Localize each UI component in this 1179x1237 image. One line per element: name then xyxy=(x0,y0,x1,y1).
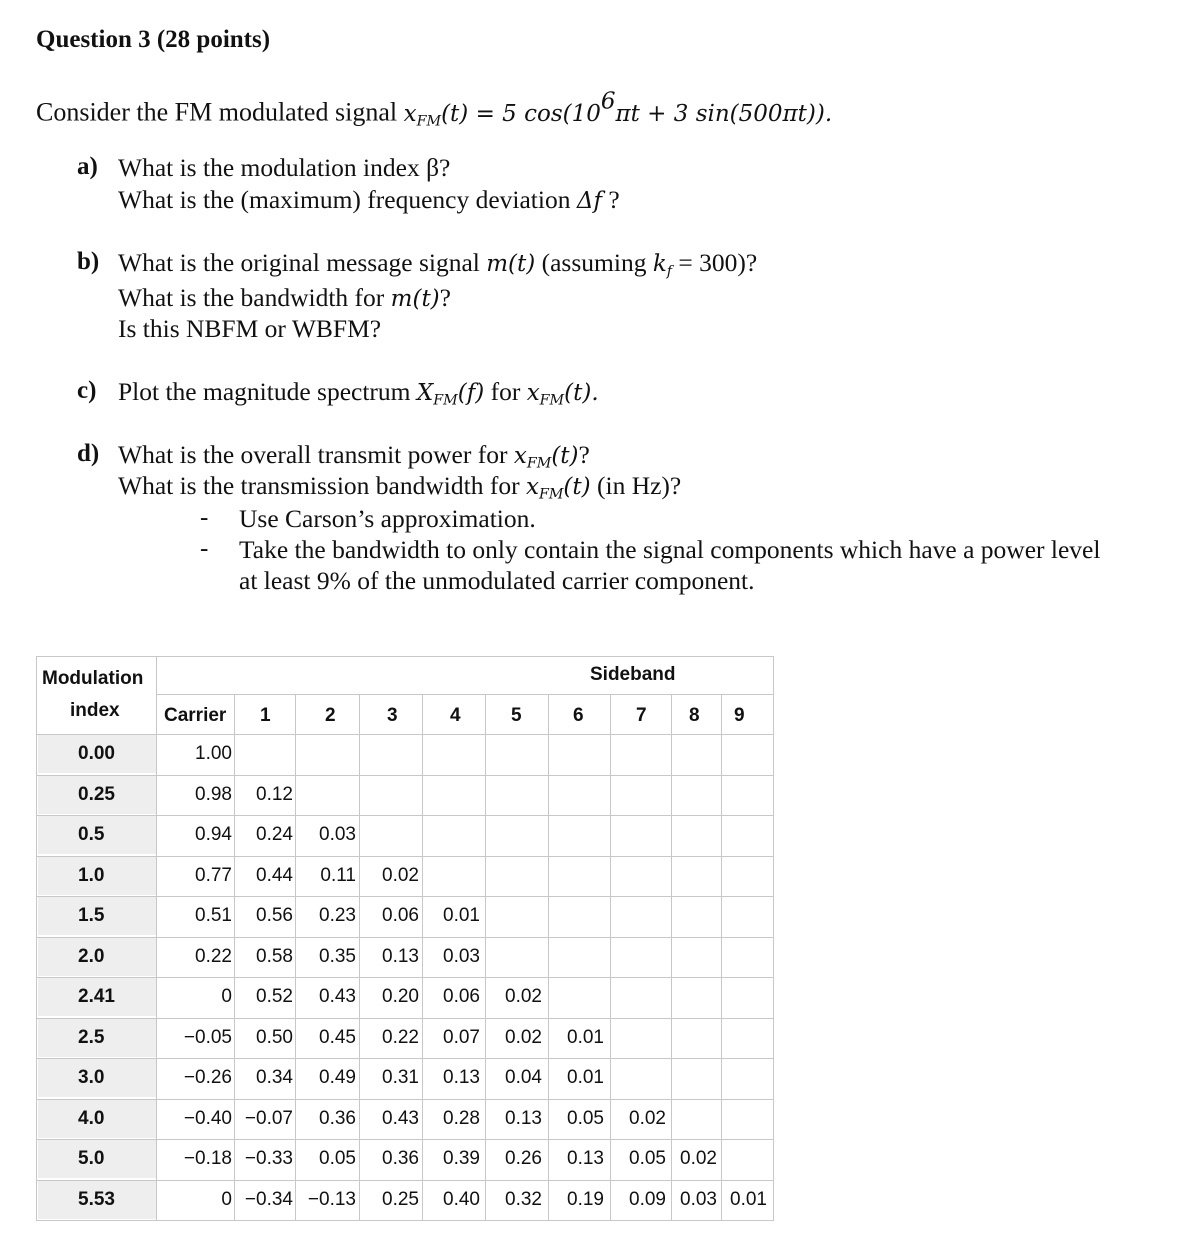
column-header: 9 xyxy=(734,705,745,726)
table-cell: 0.22 xyxy=(382,1026,419,1048)
part-d-line-2: What is the transmission bandwidth for $x_{FM}(t)$ (in Hz)? xyxy=(118,471,682,503)
part-b-label: b) xyxy=(77,248,100,275)
modulation-index-cell: 5.0 xyxy=(78,1148,105,1169)
table-cell: −0.26 xyxy=(183,1067,232,1088)
bullet-dash-2: - xyxy=(200,535,209,562)
grid-line xyxy=(610,694,611,1220)
table-cell: 0.02 xyxy=(382,864,419,886)
table-cell: 0.13 xyxy=(443,1067,480,1088)
table-cell: 0.23 xyxy=(319,905,356,926)
header-modulation: Modulation xyxy=(42,668,144,689)
column-header: 7 xyxy=(636,705,647,726)
column-header: Carrier xyxy=(164,705,227,726)
part-a-label: a) xyxy=(77,153,98,180)
table-cell: 0.13 xyxy=(382,945,419,967)
table-cell: −0.18 xyxy=(183,1148,232,1169)
part-d-bullet-2a: Take the bandwidth to only contain the signal components which have a power level xyxy=(239,535,1101,564)
table-cell: 0.13 xyxy=(505,1107,542,1129)
modulation-index-cell: 3.0 xyxy=(78,1067,105,1088)
table-cell: 0.02 xyxy=(505,986,542,1007)
table-cell: 0.45 xyxy=(319,1026,356,1048)
table-cell: 0.50 xyxy=(256,1026,293,1048)
table-cell: 0.20 xyxy=(382,986,419,1007)
table-cell: 0.01 xyxy=(567,1026,604,1048)
modulation-index-cell: 1.0 xyxy=(78,864,105,886)
table-cell: −0.07 xyxy=(244,1107,293,1129)
intro-signal: $x_{FM}(t) = 5$ $\cos(10^6\pi t + 3$ sin(500πt)). xyxy=(403,88,833,129)
table-cell: 0.01 xyxy=(730,1188,767,1210)
table-cell: 0.58 xyxy=(256,945,293,967)
table-cell: 0.11 xyxy=(320,864,356,886)
column-header: 3 xyxy=(387,705,398,726)
table-cell: −0.13 xyxy=(307,1188,356,1210)
modulation-index-cell: 5.53 xyxy=(78,1188,115,1210)
table-cell: 0.44 xyxy=(256,864,293,886)
table-cell: 0.02 xyxy=(629,1107,666,1129)
part-a-line-2: What is the (maximum) frequency deviation Δf ? xyxy=(118,185,620,214)
table-cell: 0.43 xyxy=(382,1107,419,1129)
header-index: index xyxy=(70,700,120,721)
grid-line xyxy=(36,1220,774,1221)
table-cell: 0.34 xyxy=(256,1067,293,1088)
table-cell: 0.40 xyxy=(443,1188,480,1210)
column-header: 2 xyxy=(325,705,336,726)
table-cell: 0.03 xyxy=(319,824,356,845)
bessel-coefficient-table xyxy=(36,656,774,1216)
grid-line xyxy=(548,694,549,1220)
modulation-index-cell: 1.5 xyxy=(78,905,105,926)
table-cell: 0.28 xyxy=(443,1107,480,1129)
table-cell: 0.05 xyxy=(629,1148,666,1169)
table-cell: 0.06 xyxy=(443,986,480,1007)
table-cell: 0.77 xyxy=(195,864,232,886)
table-cell: 0.25 xyxy=(382,1188,419,1210)
grid-line xyxy=(485,694,486,1220)
table-cell: 0.04 xyxy=(505,1067,542,1088)
table-cell: 0.43 xyxy=(319,986,356,1007)
table-cell: −0.05 xyxy=(183,1026,232,1048)
table-cell: −0.40 xyxy=(183,1107,232,1129)
table-cell: −0.33 xyxy=(244,1148,293,1169)
table-cell: 0.07 xyxy=(443,1026,480,1048)
table-cell: 0.51 xyxy=(195,905,232,926)
table-cell: 0.56 xyxy=(256,905,293,926)
table-cell: 0.35 xyxy=(319,945,356,967)
table-cell: 0.24 xyxy=(256,824,293,845)
part-d-line-1: What is the overall transmit power for $x_{FM}(t)$? xyxy=(118,440,590,472)
table-cell: 0.13 xyxy=(567,1148,604,1169)
table-cell: 0.01 xyxy=(443,905,480,926)
table-cell: 0.06 xyxy=(382,905,419,926)
part-c-line-1: Plot the magnitude spectrum $X_{FM}(f)$ for $x_{FM}(t)$. xyxy=(118,377,599,409)
part-c-label: c) xyxy=(77,377,97,404)
table-cell: 0.05 xyxy=(567,1107,604,1129)
part-d-bullet-1: Use Carson’s approximation. xyxy=(239,504,536,533)
part-a-line-1: What is the modulation index β? xyxy=(118,153,451,182)
table-cell: 0.36 xyxy=(382,1148,419,1169)
table-cell: 0.01 xyxy=(567,1067,604,1088)
table-cell: 0.09 xyxy=(629,1188,666,1210)
modulation-index-cell: 0.25 xyxy=(78,783,115,805)
modulation-index-cell: 2.5 xyxy=(78,1026,105,1048)
part-d-bullet-2b: at least 9% of the unmodulated carrier component. xyxy=(239,566,755,595)
table-cell: 0 xyxy=(221,986,232,1007)
column-header: 6 xyxy=(573,705,584,726)
table-cell: 0 xyxy=(221,1188,232,1210)
grid-line xyxy=(156,656,157,1220)
header-sideband: Sideband xyxy=(590,664,676,685)
column-header: 4 xyxy=(450,705,461,726)
grid-line xyxy=(773,656,774,1220)
table-cell: 0.49 xyxy=(319,1067,356,1088)
part-b-line-1: What is the original message signal m(t) (assuming $k_f = 300$)? xyxy=(118,248,758,280)
table-cell: 0.02 xyxy=(505,1026,542,1048)
grid-line xyxy=(671,694,672,1220)
modulation-index-cell: 2.0 xyxy=(78,945,105,967)
modulation-index-cell: 4.0 xyxy=(78,1107,105,1129)
column-header: 5 xyxy=(511,705,522,726)
table-cell: 0.39 xyxy=(443,1148,480,1169)
grid-line xyxy=(36,656,774,657)
bullet-dash-1: - xyxy=(200,504,209,531)
column-header: 1 xyxy=(260,705,271,726)
table-cell: 0.02 xyxy=(680,1148,717,1169)
table-cell: 0.03 xyxy=(443,945,480,967)
table-cell: 0.94 xyxy=(195,824,232,845)
modulation-index-cell: 0.5 xyxy=(78,824,105,845)
table-cell: 1.00 xyxy=(195,743,232,764)
table-cell: 0.05 xyxy=(319,1148,356,1169)
modulation-index-cell: 2.41 xyxy=(78,986,115,1007)
part-d-label: d) xyxy=(77,440,100,467)
part-b-line-3: Is this NBFM or WBFM? xyxy=(118,314,382,343)
grid-line xyxy=(36,656,37,1220)
grid-line xyxy=(156,694,774,695)
table-cell: 0.32 xyxy=(505,1188,542,1210)
intro-text: Consider the FM modulated signal xyxy=(36,97,398,127)
table-cell: 0.36 xyxy=(319,1107,356,1129)
grid-line xyxy=(721,694,722,1220)
table-cell: 0.19 xyxy=(567,1188,604,1210)
table-cell: 0.31 xyxy=(382,1067,419,1088)
modulation-index-cell: 0.00 xyxy=(78,743,115,764)
table-cell: 0.26 xyxy=(505,1148,542,1169)
table-cell: 0.12 xyxy=(256,783,293,805)
table-cell: −0.34 xyxy=(244,1188,293,1210)
table-cell: 0.52 xyxy=(256,986,293,1007)
question-title: Question 3 (28 points) xyxy=(36,26,271,53)
table-cell: 0.98 xyxy=(195,783,232,805)
intro-line xyxy=(36,88,832,129)
table-cell: 0.03 xyxy=(680,1188,717,1210)
column-header: 8 xyxy=(689,705,700,726)
part-b-line-2: What is the bandwidth for m(t)? xyxy=(118,283,451,312)
table-cell: 0.22 xyxy=(195,945,232,967)
